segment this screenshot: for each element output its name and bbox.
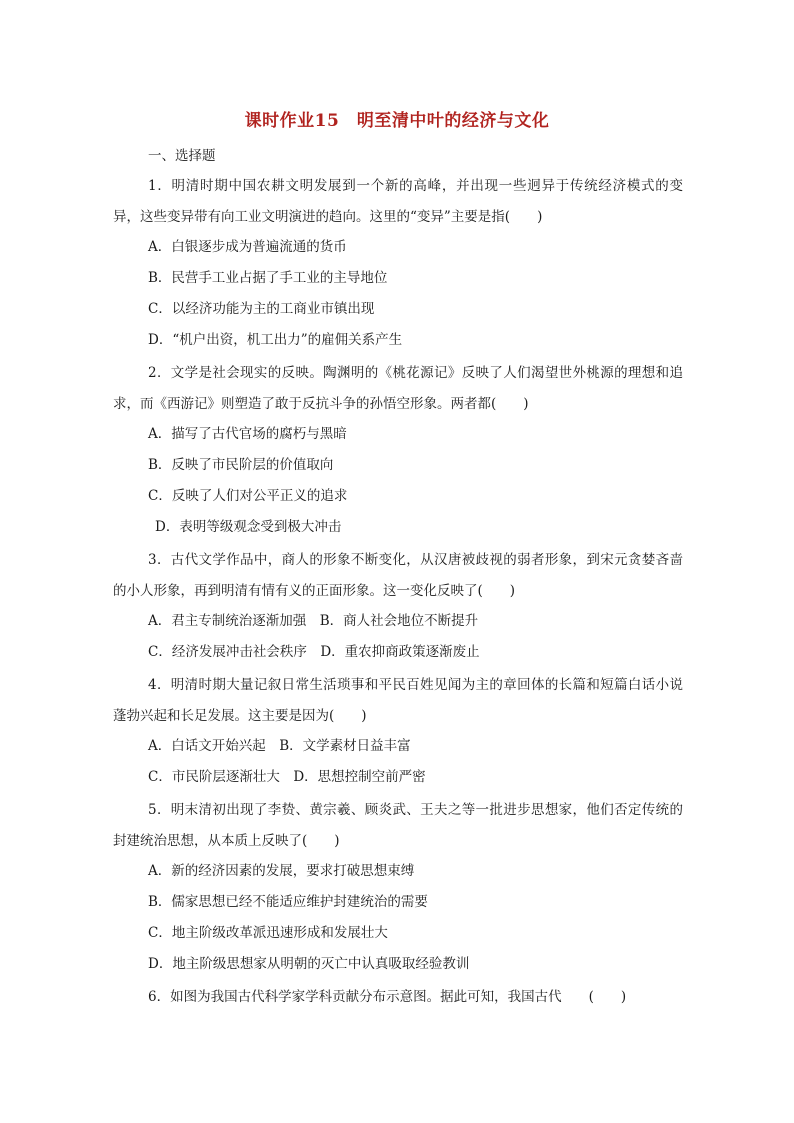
question-4-options-cd: C．市民阶层逐渐壮大 D．思想控制空前严密 bbox=[148, 769, 426, 785]
question-1-option-d: D．“机户出资，机工出力”的雇佣关系产生 bbox=[148, 332, 403, 348]
question-2-option-a: A．描写了古代官场的腐朽与黑暗 bbox=[148, 426, 347, 442]
section-heading: 一、选择题 bbox=[148, 148, 216, 164]
question-2-stem: 2．文学是社会现实的反映。陶渊明的《桃花源记》反映了人们渴望世外桃源的理想和追求，而《西游记》则塑造了敢于反抗斗争的孙悟空形象。两者都( ) bbox=[113, 365, 683, 412]
question-5-option-b: B．儒家思想已经不能适应维护封建统治的需要 bbox=[148, 894, 428, 910]
question-5-option-c: C．地主阶级改革派迅速形成和发展壮大 bbox=[148, 925, 388, 941]
question-2-option-b: B．反映了市民阶层的价值取向 bbox=[148, 457, 334, 473]
question-5-option-d: D．地主阶级思想家从明朝的灭亡中认真吸取经验教训 bbox=[148, 956, 470, 972]
question-6-stem: 6．如图为我国古代科学家学科贡献分布示意图。据此可知，我国古代 ( ) bbox=[148, 989, 627, 1005]
question-3-options-cd: C．经济发展冲击社会秩序 D．重农抑商政策逐渐废止 bbox=[148, 644, 480, 660]
question-1-option-b: B．民营手工业占据了手工业的主导地位 bbox=[148, 270, 388, 286]
question-4-stem: 4．明清时期大量记叙日常生活琐事和平民百姓见闻为主的章回体的长篇和短篇白话小说蓬勃兴起和长足发展。这主要是因为( ) bbox=[113, 677, 683, 724]
page-title: 课时作业15 明至清中叶的经济与文化 bbox=[244, 111, 550, 131]
question-2-option-c: C．反映了人们对公平正义的追求 bbox=[148, 488, 348, 504]
question-3-options-ab: A．君主专制统治逐渐加强 B．商人社会地位不断提升 bbox=[148, 613, 479, 629]
question-2-option-d: D．表明等级观念受到极大冲击 bbox=[155, 519, 342, 535]
question-1-option-c: C．以经济功能为主的工商业市镇出现 bbox=[148, 301, 375, 317]
question-4-options-ab: A．白话文开始兴起 B．文学素材日益丰富 bbox=[148, 738, 411, 754]
question-3-stem: 3．古代文学作品中，商人的形象不断变化，从汉唐被歧视的弱者形象，到宋元贪婪吝啬的小人形象，再到明清有情有义的正面形象。这一变化反映了( ) bbox=[113, 552, 683, 599]
question-5-option-a: A．新的经济因素的发展，要求打破思想束缚 bbox=[148, 863, 415, 879]
question-1-stem: 1．明清时期中国农耕文明发展到一个新的高峰，并出现一些迥异于传统经济模式的变异，这些变异带有向工业文明演进的趋向。这里的“变异”主要是指( ) bbox=[113, 178, 683, 225]
question-5-stem: 5．明末清初出现了李贽、黄宗羲、顾炎武、王夫之等一批进步思想家，他们否定传统的封建统治思想，从本质上反映了( ) bbox=[113, 802, 683, 849]
question-1-option-a: A．白银逐步成为普遍流通的货币 bbox=[148, 239, 347, 255]
